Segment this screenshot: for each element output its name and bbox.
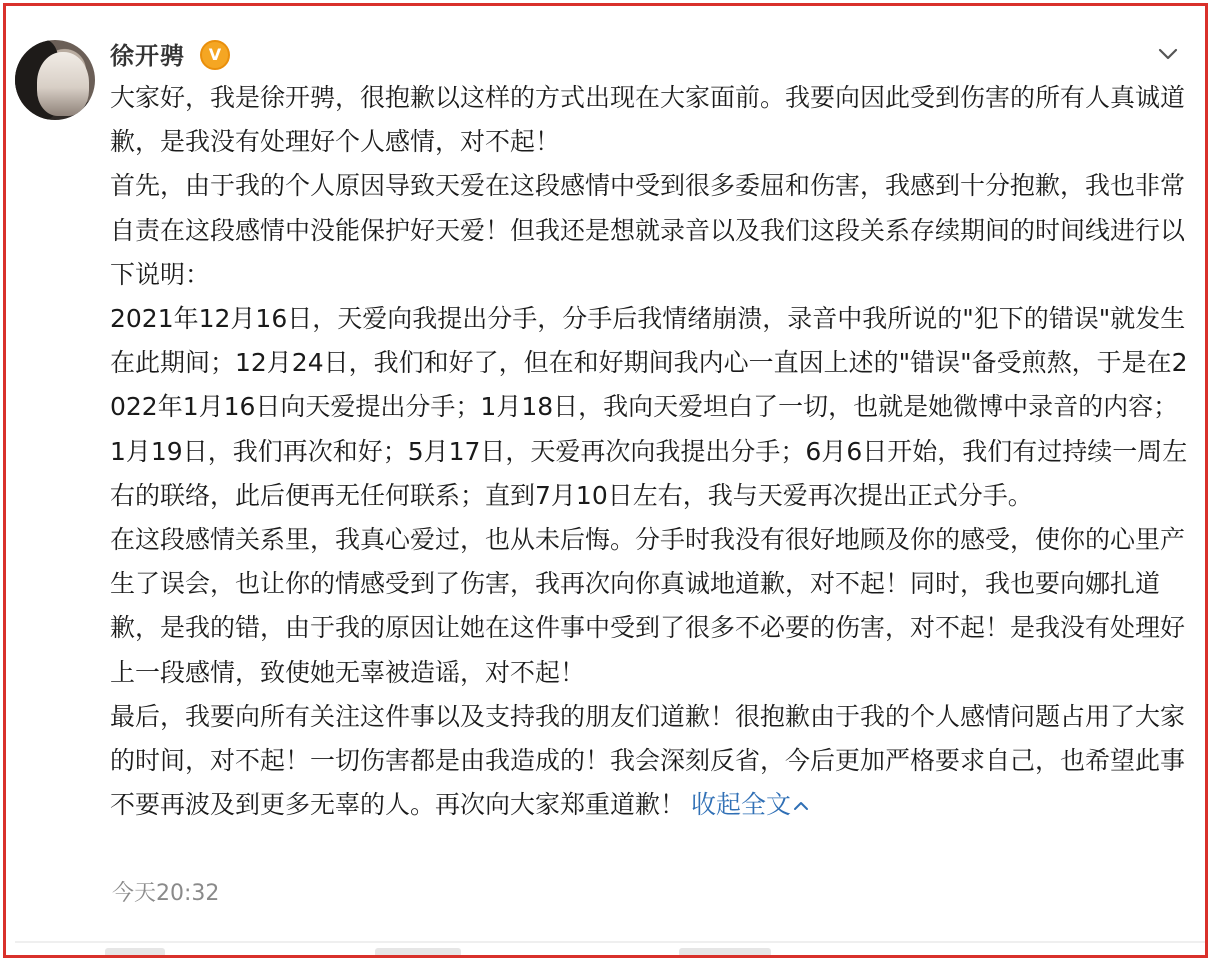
action-bar (15, 948, 1205, 958)
username[interactable]: 徐开骋 (110, 42, 185, 70)
post-paragraph (110, 695, 1190, 828)
post-paragraph: 首先，由于我的个人原因导致天爱在这段感情中受到很多委屈和伤害，我感到十分抱歉，我也非常自责在这段感情中没能保护好天爱！但我还是想就录音以及我们这段关系存续期间的时间线进行以下说明： (110, 171, 1186, 289)
post-timestamp: 今天20:32 (112, 881, 220, 906)
post-paragraph: 2021年12月16日，天爱向我提出分手，分手后我情绪崩溃，录音中我所说的"犯下的错误"就发生在此期间；12月24日，我们和好了，但在和好期间我内心一直因上述的"错误"备受煎熬，于是在2022年1月16日向天爱提出分手；1月18日，我向天爱坦白了一切，也就是她微博中录音的内容；1月19日，我们再次和好；5月17日，天爱再次向我提出分手；6月6日开始，我们有过持续一周左右的联络，此后便再无任何联系；直到7月10日左右，我与天爱再次提出正式分手。 (110, 304, 1188, 510)
forward-button[interactable] (105, 948, 165, 958)
avatar[interactable] (15, 40, 95, 120)
like-button[interactable] (679, 948, 771, 958)
post-paragraph: 大家好，我是徐开骋，很抱歉以这样的方式出现在大家面前。我要向因此受到伤害的所有人真诚道歉，是我没有处理好个人感情，对不起！ (110, 83, 1186, 157)
divider (15, 941, 1205, 943)
comment-button[interactable] (375, 948, 461, 958)
post-paragraph: 在这段感情关系里，我真心爱过，也从未后悔。分手时我没有很好地顾及你的感受，使你的心里产生了误会，也让你的情感受到了伤害，我再次向你真诚地道歉，对不起！同时，我也要向娜扎道歉，是我的错，由于我的原因让她在这件事中受到了很多不必要的伤害，对不起！是我没有处理好上一段感情，致使她无辜被造谣，对不起！ (110, 525, 1186, 687)
verified-badge-icon: V (200, 40, 230, 70)
collapse-link-label: 收起全文 (691, 790, 792, 820)
chevron-down-icon[interactable] (1154, 40, 1182, 68)
post-paragraph-text: 最后，我要向所有关注这件事以及支持我的朋友们道歉！很抱歉由于我的个人感情问题占用了大家的时间，对不起！一切伤害都是由我造成的！我会深刻反省，今后更加严格要求自己，也希望此事不要再波及到更多无辜的人。再次向大家郑重道歉！ (110, 701, 1186, 820)
avatar-face (37, 52, 89, 116)
post-card (3, 3, 1208, 958)
chevron-up-icon (791, 798, 811, 814)
post-body (110, 76, 1190, 827)
collapse-link[interactable] (691, 790, 811, 819)
